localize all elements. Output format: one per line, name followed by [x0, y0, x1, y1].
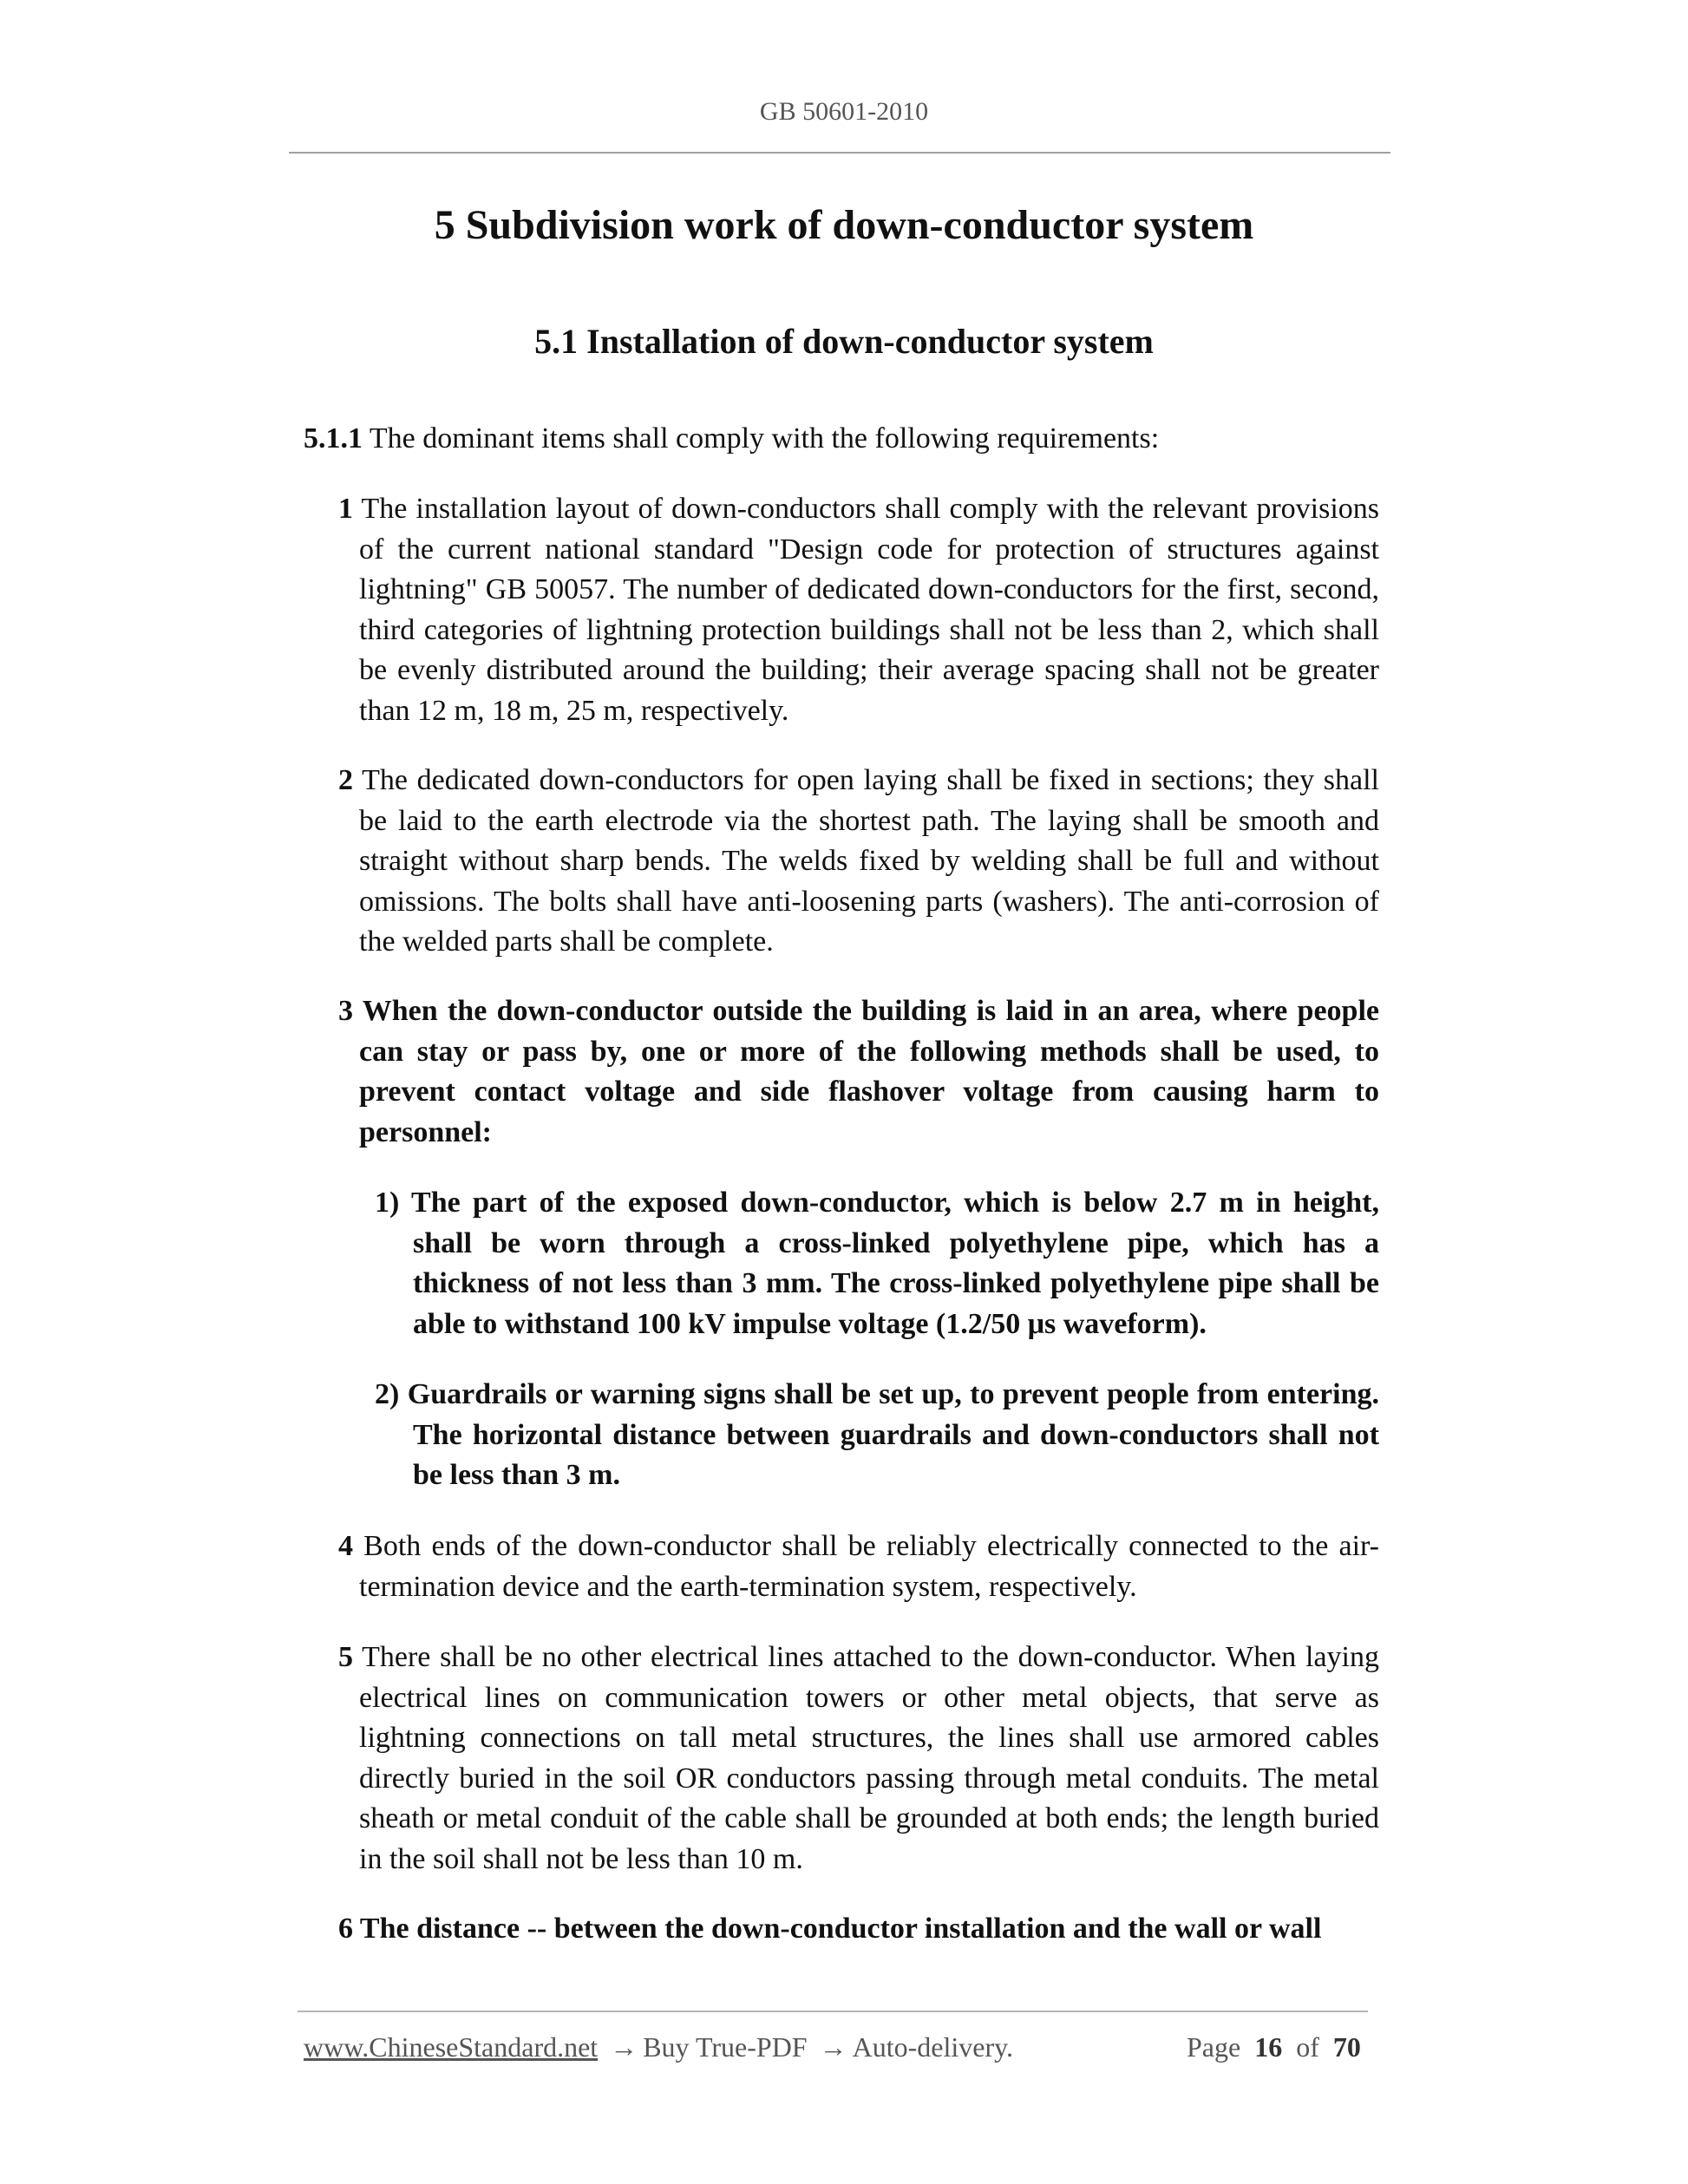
section-title: 5.1 Installation of down-conductor system: [534, 322, 1154, 361]
sub-item-number: 1): [375, 1187, 400, 1219]
sub-item-1: [375, 1183, 1379, 1344]
header-divider: [289, 152, 1390, 154]
site-link[interactable]: www.ChineseStandard.net: [304, 2031, 599, 2063]
item-text: When the down-conductor outside the building is laid in an area, where people can stay or pass by, one or more of the following methods shall be used, to prevent contact voltage and side flashover voltage from causing harm to personnel:: [353, 995, 1379, 1148]
arrow-right-icon: →: [610, 2031, 638, 2063]
clause-number: 5.1.1: [304, 422, 363, 454]
sub-item-2: [375, 1375, 1379, 1496]
auto-delivery-text: Auto-delivery.: [852, 2031, 1014, 2063]
item-text: The dedicated down-conductors for open laying shall be fixed in sections; they shall be laid to the earth electrode via the shortest path. The laying shall be smooth and straight without sharp bends. The welds fixed by welding shall be full and without omissions. The bolts shall have anti-loosening parts (washers). The anti-corrosion of the welded parts shall be complete.: [353, 764, 1379, 958]
list-item-1: [338, 489, 1379, 731]
chapter-title: 5 Subdivision work of down-conductor system: [434, 202, 1254, 248]
page-total: 70: [1332, 2031, 1361, 2063]
sub-item-text: Guardrails or warning signs shall be set up, to prevent people from entering. The horizontal distance between guardrails and down-conductors shall not be less than 3 m.: [399, 1378, 1379, 1491]
document-code-header: GB 50601-2010: [759, 97, 929, 126]
item-number: 4: [338, 1530, 353, 1562]
clause-5-1-1: [304, 419, 1388, 459]
page-current: 16: [1254, 2031, 1283, 2063]
sub-item-text: The part of the exposed down-conductor, which is below 2.7 m in height, shall be worn through a cross-linked polyethylene pipe, which has a thickness of not less than 3 mm. The cross-linked polyethylene pipe shall be able to withstand 100 kV impulse voltage (1.2/50 μs waveform).: [399, 1187, 1379, 1340]
footer-promo: [304, 2031, 1013, 2063]
page-indicator: [1187, 2031, 1361, 2063]
page-label: Page: [1187, 2031, 1241, 2063]
list-item-4: [338, 1527, 1379, 1607]
item-text: The distance -- between the down-conductor installation and the wall or wall: [353, 1913, 1322, 1945]
clause-text: The dominant items shall comply with the following requirements:: [363, 422, 1160, 454]
item-text: There shall be no other electrical lines attached to the down-conductor. When laying electrical lines on communication towers or other metal objects, that serve as lightning connections on tall metal structures, the lines shall use armored cables directly buried in the soil OR conductors passing through metal conduits. The metal sheath or metal conduit of the cable shall be grounded at both ends; the length buried in the soil shall not be less than 10 m.: [353, 1641, 1379, 1875]
item-number: 2: [338, 764, 353, 796]
list-item-3: [338, 991, 1379, 1153]
buy-pdf-text: Buy True-PDF: [643, 2031, 808, 2063]
arrow-right-icon: →: [819, 2031, 847, 2063]
item-text: Both ends of the down-conductor shall be reliably electrically connected to the air-termination device and the earth-termination system, respectively.: [353, 1530, 1379, 1603]
list-item-5: [338, 1638, 1379, 1880]
list-item-2: [338, 761, 1379, 963]
list-item-6: [338, 1909, 1379, 1950]
item-number: 3: [338, 995, 353, 1027]
of-label: of: [1296, 2031, 1319, 2063]
footer-divider: [298, 2011, 1368, 2012]
item-text: The installation layout of down-conductors shall comply with the relevant provisions of the current national standard "Design code for protection of structures against lightning" GB 50057. The number of dedicated down-conductors for the first, second, third categories of lightning protection buildings shall not be less than 2, which shall be evenly distributed around the building; their average spacing shall not be greater than 12 m, 18 m, 25 m, respectively.: [353, 493, 1379, 727]
item-number: 1: [338, 493, 353, 525]
item-number: 6: [338, 1913, 353, 1945]
item-number: 5: [338, 1641, 353, 1673]
sub-item-number: 2): [375, 1378, 400, 1410]
